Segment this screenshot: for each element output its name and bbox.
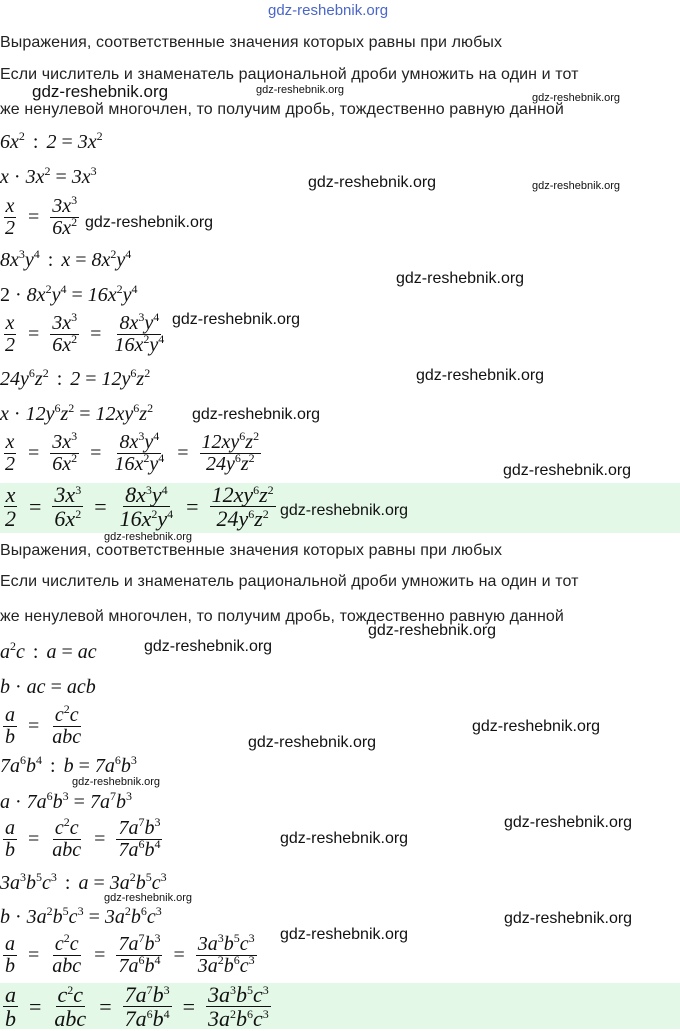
math-line-2-9: $\frac{a}{b}$ = $\frac{c^2c}{\text{abc}}$ = $\frac{7a^7b^3}{7a^6b^4}$ = $\frac{3a^3b^5c^3}{3a^2b^6c^3}$ xyxy=(5,931,255,977)
watermark: gdz-reshebnik.org xyxy=(104,892,193,904)
watermark: gdz-reshebnik.org xyxy=(172,311,301,328)
watermark: gdz-reshebnik.org xyxy=(85,214,214,231)
math-line-1-5: $2 \cdot 8x^2y^4 = 16x^2y^4$ xyxy=(0,282,138,306)
watermark: gdz-reshebnik.org xyxy=(532,92,621,104)
watermark: gdz-reshebnik.org xyxy=(248,734,377,751)
math-line-1-9: $\frac{x}{2}$ = $\frac{3x^3}{6x^2}$ = $\frac{8x^3y^4}{16x^2y^4}$ = $\frac{12xy^6z^2}{24y^6z^2}$ xyxy=(5,429,260,475)
math-line-2-8: $b \cdot 3a^2b^5c^3 = 3a^2b^6c^3$ xyxy=(0,904,162,928)
watermark: gdz-reshebnik.org xyxy=(280,830,409,847)
watermark: gdz-reshebnik.org xyxy=(504,910,633,927)
math-line-2-7: $3a^3b^5c^3$ : $a = 3a^2b^5c^3$ xyxy=(0,870,167,894)
answer-2: $\frac{a}{b}$ = $\frac{c^2c}{\text{abc}}$ = $\frac{7a^7b^3}{7a^6b^4}$ = $\frac{3a^3b^5c^3}{3a^2b^6c^3}$ xyxy=(5,982,269,1031)
math-line-1-3: $\frac{x}{2}$ = $\frac{3x^3}{6x^2}$ xyxy=(5,193,78,239)
watermark: gdz-reshebnik.org xyxy=(368,622,497,639)
math-line-1-6: $\frac{x}{2}$ = $\frac{3x^3}{6x^2}$ = $\frac{8x^3y^4}{16x^2y^4}$ xyxy=(5,310,165,356)
heading-2: Выражения, соответственные значения которых равны при любых xyxy=(0,542,503,559)
math-line-2-2: b · ac = acb xyxy=(0,676,96,698)
watermark: gdz-reshebnik.org xyxy=(503,462,632,479)
watermark: gdz-reshebnik.org xyxy=(504,814,633,831)
math-line-1-2: $x \cdot 3x^2 = 3x^3$ xyxy=(0,164,97,188)
rule-line-2a: Если числитель и знаменатель рациональной дроби умножить на один и тот xyxy=(0,573,579,590)
watermark: gdz-reshebnik.org xyxy=(144,638,273,655)
watermark: gdz-reshebnik.org xyxy=(416,367,545,384)
rule-line-2b: же ненулевой многочлен, то получим дробь, тождественно равную данной xyxy=(0,608,564,625)
watermark: gdz-reshebnik.org xyxy=(280,502,409,519)
watermark: gdz-reshebnik.org xyxy=(472,718,601,735)
watermark: gdz-reshebnik.org xyxy=(256,84,345,96)
math-line-2-3: $\frac{a}{b}$ = $\frac{c^2c}{\text{abc}}$ xyxy=(5,702,82,748)
watermark: gdz-reshebnik.org xyxy=(72,776,161,788)
answer-1: $\frac{x}{2}$ = $\frac{3x^3}{6x^2}$ = $\frac{8x^3y^4}{16x^2y^4}$ = $\frac{12xy^6z^2}{24y^6z^2}$ xyxy=(5,482,274,532)
math-line-1-1: $6x^2$ : $2 = 3x^2$ xyxy=(0,129,103,153)
watermark: gdz-reshebnik.org xyxy=(32,82,169,101)
math-line-2-6: $\frac{a}{b}$ = $\frac{c^2c}{\text{abc}}$ = $\frac{7a^7b^3}{7a^6b^4}$ xyxy=(5,815,161,861)
watermark-top[interactable]: gdz-reshebnik.org xyxy=(268,2,389,19)
math-line-1-4: $8x^3y^4$ : $x = 8x^2y^4$ xyxy=(0,247,132,271)
math-line-1-7: $24y^6z^2$ : $2 = 12y^6z^2$ xyxy=(0,366,151,390)
watermark: gdz-reshebnik.org xyxy=(192,406,321,423)
heading-1: Выражения, соответственные значения которых равны при любых xyxy=(0,34,503,51)
rule-line-1b: же ненулевой многочлен, то получим дробь, тождественно равную данной xyxy=(0,101,564,118)
math-line-1-8: $x \cdot 12y^6z^2 = 12xy^6z^2$ xyxy=(0,401,154,425)
watermark: gdz-reshebnik.org xyxy=(396,270,525,287)
math-line-2-4: $7a^6b^4$ : $b = 7a^6b^3$ xyxy=(0,753,137,777)
math-line-2-1: $a^2c$ : a = ac xyxy=(0,639,97,663)
watermark: gdz-reshebnik.org xyxy=(280,926,409,943)
watermark: gdz-reshebnik.org xyxy=(532,180,621,192)
watermark: gdz-reshebnik.org xyxy=(104,531,193,543)
watermark: gdz-reshebnik.org xyxy=(308,174,437,191)
rule-line-1a: Если числитель и знаменатель рациональной дроби умножить на один и тот xyxy=(0,66,579,83)
math-line-2-5: $a \cdot 7a^6b^3 = 7a^7b^3$ xyxy=(0,789,132,813)
